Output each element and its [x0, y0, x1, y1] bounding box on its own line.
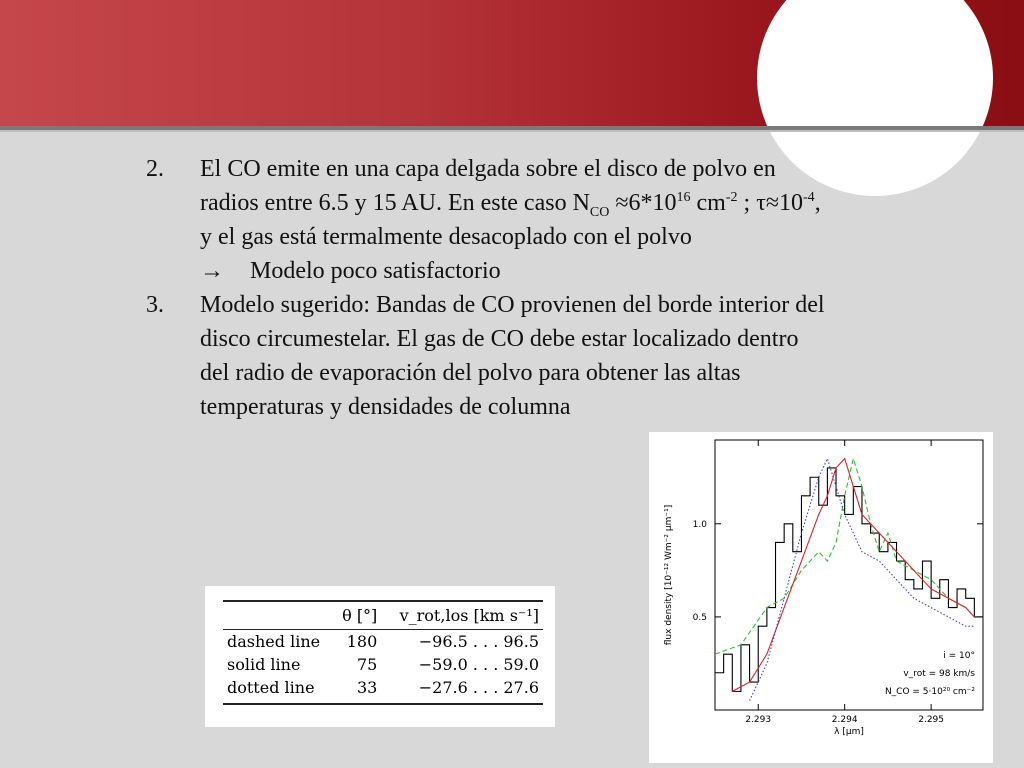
y-tick-label: 0.5: [692, 612, 707, 623]
table-cell: −27.6 . . . 27.6: [381, 676, 543, 704]
table-header: θ [°]: [334, 601, 381, 630]
conclusion-line: [146, 254, 956, 288]
table-cell: 75: [356, 655, 378, 674]
y-tick-label: 1.0: [692, 519, 707, 530]
table-cell: 33: [334, 676, 381, 704]
list-item-2: [146, 152, 956, 254]
table-row: [223, 676, 543, 704]
chart-annotation: N_CO = 5·10²⁰ cm⁻²: [884, 687, 975, 697]
table-cell: dashed line: [227, 632, 321, 651]
x-tick-label: 2.293: [745, 715, 772, 725]
spectrum-chart: [649, 432, 993, 763]
arrow-icon: →: [200, 258, 224, 284]
spectrum-chart-figure: [649, 432, 993, 763]
item3-line: disco circumestelar. El gas de CO debe estar localizado dentro: [200, 326, 799, 352]
series-line-dashed: [715, 459, 974, 655]
x-tick-label: 2.294: [831, 715, 858, 725]
x-axis-label: λ [μm]: [834, 727, 864, 737]
item2-line3: y el gas está termalmente desacoplado con el polvo: [200, 224, 692, 250]
x-tick-label: 2.295: [918, 715, 945, 725]
table-row: [223, 630, 543, 654]
parameter-table-figure: [205, 586, 555, 727]
header-divider-light: [0, 130, 1024, 132]
table-cell: −96.5 . . . 96.5: [418, 632, 539, 651]
table-row: [223, 653, 543, 676]
table-header: [223, 601, 334, 630]
list-number: 2.: [146, 156, 164, 182]
list-number: 3.: [146, 292, 164, 318]
table-cell: −59.0 . . . 59.0: [418, 655, 539, 674]
chart-annotation: i = 10°: [943, 651, 975, 661]
table-cell: 180: [346, 632, 378, 651]
item2-line2: radios entre 6.5 y 15 AU. En este caso $N_{CO} \approx 6*10^{16}$ $cm^{-2}$ ; $\tau\approx 10^{-4}$,: [200, 190, 821, 220]
table-cell: solid line: [227, 655, 301, 674]
slide-body: [146, 152, 956, 424]
item3-line: del radio de evaporación del polvo para obtener las altas: [200, 360, 741, 386]
table-header: v_rot,los [km s⁻¹]: [381, 601, 543, 630]
item3-line: Modelo sugerido: Bandas de CO provienen del borde interior del: [200, 292, 825, 318]
item3-line: temperaturas y densidades de columna: [200, 394, 571, 420]
item2-line1: El CO emite en una capa delgada sobre el disco de polvo en: [200, 156, 776, 182]
chart-annotation: v_rot = 98 km/s: [903, 669, 975, 679]
table-header-row: [223, 601, 543, 630]
conclusion-text: Modelo poco satisfactorio: [250, 258, 501, 284]
table-cell: dotted line: [223, 676, 334, 704]
parameter-table: [223, 600, 543, 705]
list-item-3: [146, 288, 956, 424]
y-axis-label: flux density [10⁻¹² Wm⁻² μm⁻¹]: [664, 504, 674, 646]
